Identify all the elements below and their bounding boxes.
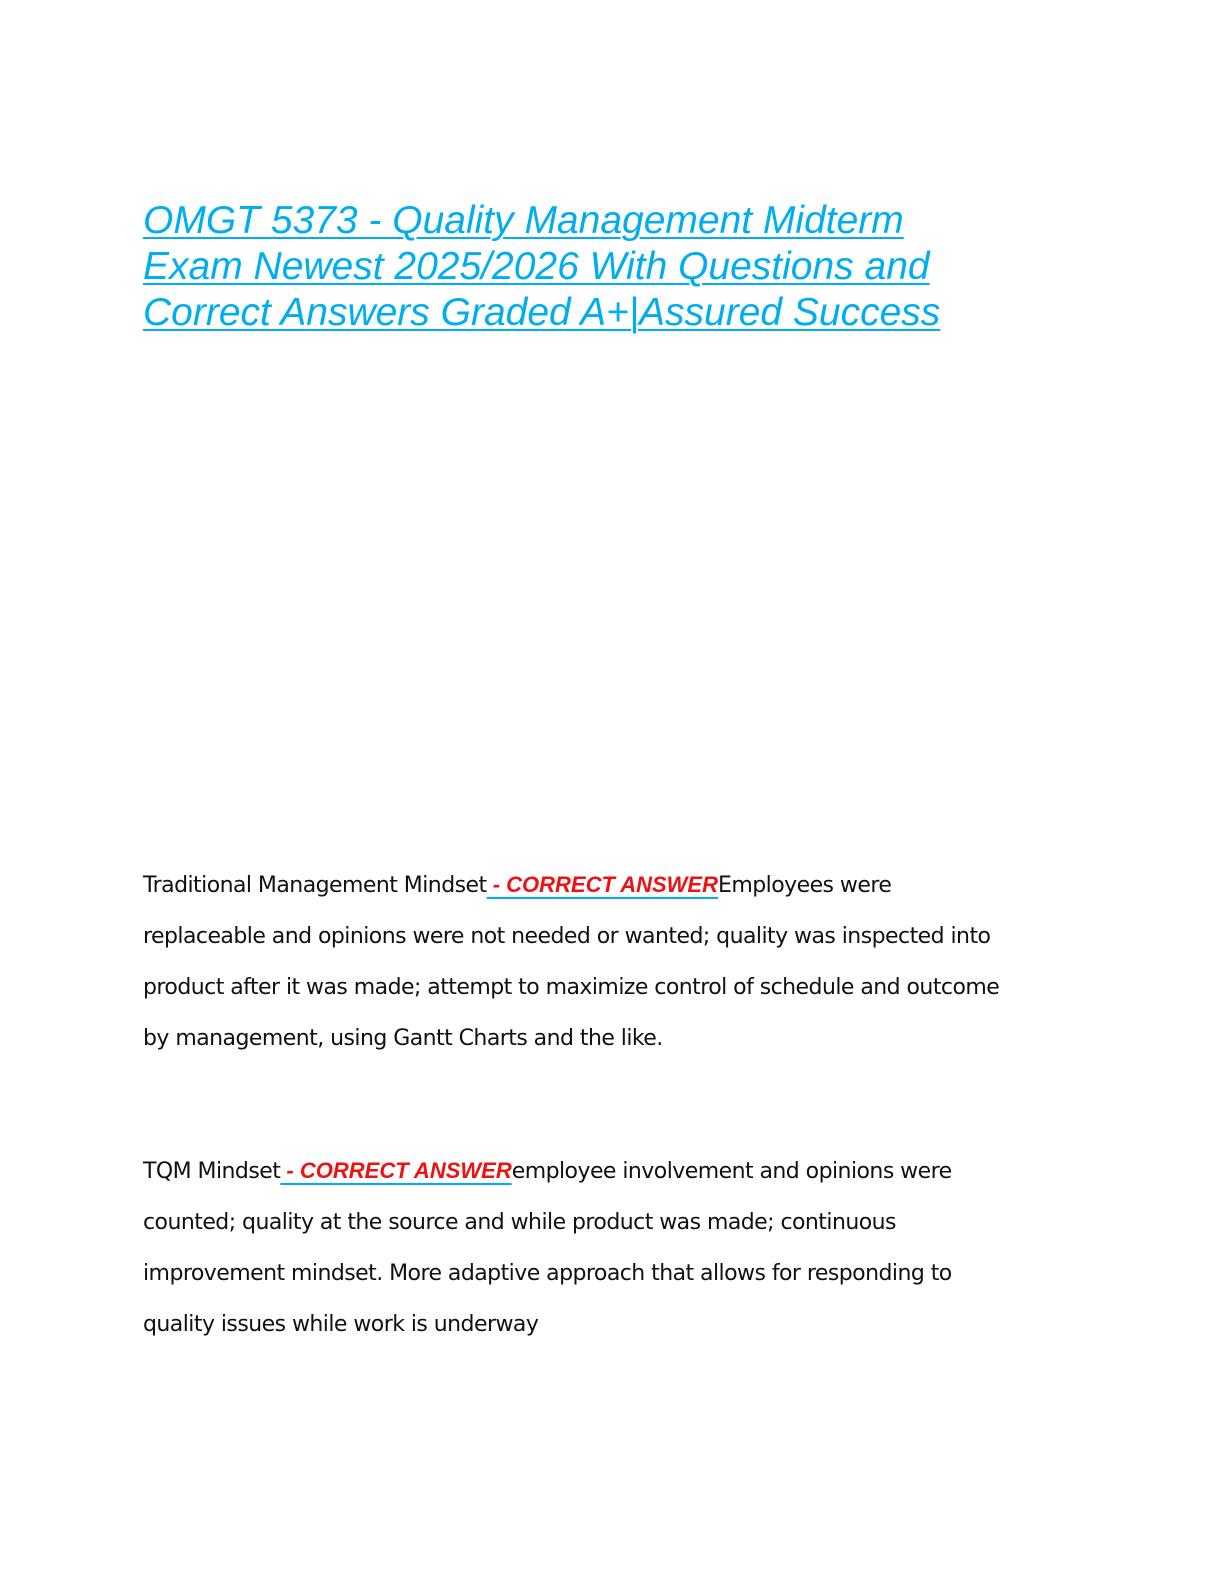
title-line: Correct Answers Graded A+|Assured Success [143, 291, 941, 334]
title-line: OMGT 5373 - Quality Management Midterm [143, 199, 904, 242]
qa-answer-line: replaceable and opinions were not needed or wanted; quality was inspected into [143, 924, 991, 949]
qa-item-tqm-mindset [143, 1145, 1103, 1350]
qa-answer-start: employee involvement and opinions were [511, 1159, 952, 1184]
correct-answer-marker: - CORRECT ANSWER [486, 872, 718, 897]
title-line: Exam Newest 2025/2026 With Questions and [143, 245, 930, 288]
qa-item-traditional-management-mindset [143, 859, 1103, 1064]
qa-answer-line: by management, using Gantt Charts and the like. [143, 1026, 663, 1051]
qa-answer-line: product after it was made; attempt to maximize control of schedule and outcome [143, 975, 1000, 1000]
correct-answer-marker: - CORRECT ANSWER [280, 1158, 512, 1183]
qa-answer-line: quality issues while work is underway [143, 1312, 539, 1337]
qa-answer-line: counted; quality at the source and while product was made; continuous [143, 1210, 896, 1235]
qa-first-line [143, 859, 1103, 911]
qa-answer-start: Employees were [718, 873, 892, 898]
qa-first-line [143, 1145, 1103, 1197]
qa-term: Traditional Management Mindset [143, 873, 487, 898]
qa-term: TQM Mindset [143, 1159, 281, 1184]
qa-answer-line: improvement mindset. More adaptive approach that allows for responding to [143, 1261, 952, 1286]
document-title[interactable] [143, 198, 1043, 336]
